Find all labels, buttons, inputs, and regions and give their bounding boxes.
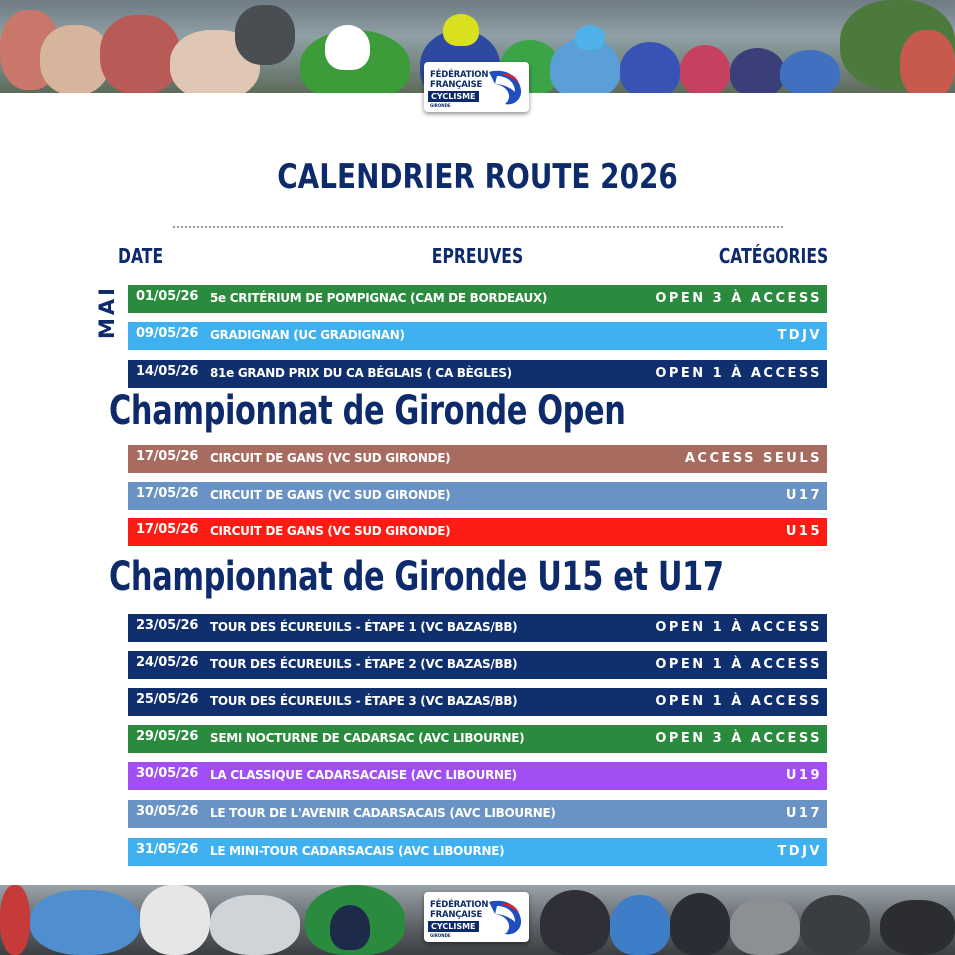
row-event: TOUR DES ÉCUREUILS - ÉTAPE 2 (VC BAZAS/BB) [210, 657, 518, 671]
row-category: OPEN 1 À ACCESS [655, 694, 822, 709]
ffc-logo [424, 62, 529, 112]
row-event: GRADIGNAN (UC GRADIGNAN) [210, 328, 405, 342]
row-date: 31/05/26 [136, 842, 199, 857]
logo-text-cyclisme: CYCLISME [428, 91, 479, 102]
row-category: OPEN 3 À ACCESS [655, 731, 822, 746]
logo-text-francaise: FRANÇAISE [430, 910, 483, 920]
row-date: 14/05/26 [136, 364, 199, 379]
calendar-row [128, 482, 827, 510]
month-label [80, 285, 119, 339]
calendar-row [128, 322, 827, 350]
calendar-row [128, 838, 827, 866]
month-label-text: MAI [95, 285, 119, 339]
calendar-row [128, 445, 827, 473]
row-event: CIRCUIT DE GANS (VC SUD GIRONDE) [210, 488, 451, 502]
row-category: U17 [785, 806, 822, 821]
calendar-row [128, 688, 827, 716]
row-date: 17/05/26 [136, 486, 199, 501]
row-event: CIRCUIT DE GANS (VC SUD GIRONDE) [210, 524, 451, 538]
ffc-emblem-icon [483, 896, 525, 938]
calendar-row [128, 614, 827, 642]
row-category: OPEN 1 À ACCESS [655, 366, 822, 381]
row-event: 5e CRITÉRIUM DE POMPIGNAC (CAM DE BORDEAUX) [210, 291, 548, 305]
calendar-row [128, 285, 827, 313]
row-date: 30/05/26 [136, 766, 199, 781]
ffc-emblem-icon [483, 66, 525, 108]
logo-text-federation: FÉDÉRATION [430, 900, 489, 910]
title-divider [173, 226, 783, 228]
row-event: SEMI NOCTURNE DE CADARSAC (AVC LIBOURNE) [210, 731, 525, 745]
row-date: 09/05/26 [136, 326, 199, 341]
row-category: U19 [785, 768, 822, 783]
logo-text-gironde: GIRONDE [430, 933, 451, 938]
ffc-logo-footer [424, 892, 529, 942]
row-date: 01/05/26 [136, 289, 199, 304]
row-event: 81e GRAND PRIX DU CA BÉGLAIS ( CA BÈGLES) [210, 366, 512, 380]
row-date: 23/05/26 [136, 618, 199, 633]
row-date: 25/05/26 [136, 692, 199, 707]
row-event: LA CLASSIQUE CADARSACAISE (AVC LIBOURNE) [210, 768, 517, 782]
calendar-row [128, 651, 827, 679]
row-event: LE TOUR DE L'AVENIR CADARSACAIS (AVC LIBOURNE) [210, 806, 556, 820]
row-category: OPEN 3 À ACCESS [655, 291, 822, 306]
logo-text-francaise: FRANÇAISE [430, 80, 483, 90]
calendar-row [128, 360, 827, 388]
row-date: 29/05/26 [136, 729, 199, 744]
row-category: TDJV [777, 844, 822, 859]
row-event: TOUR DES ÉCUREUILS - ÉTAPE 1 (VC BAZAS/BB) [210, 620, 518, 634]
column-header-date: DATE [118, 244, 164, 268]
section-heading-open: Championnat de Gironde Open [109, 388, 626, 434]
row-category: U17 [785, 488, 822, 503]
row-date: 30/05/26 [136, 804, 199, 819]
column-header-events: EPREUVES [431, 244, 524, 268]
column-header-categories: CATÉGORIES [718, 244, 828, 268]
row-date: 17/05/26 [136, 449, 199, 464]
row-category: OPEN 1 À ACCESS [655, 657, 822, 672]
row-date: 24/05/26 [136, 655, 199, 670]
page-title: CALENDRIER ROUTE 2026 [277, 157, 678, 197]
calendar-row [128, 800, 827, 828]
row-event: CIRCUIT DE GANS (VC SUD GIRONDE) [210, 451, 451, 465]
logo-text-gironde: GIRONDE [430, 103, 451, 108]
calendar-row [128, 518, 827, 546]
calendar-row [128, 725, 827, 753]
row-event: TOUR DES ÉCUREUILS - ÉTAPE 3 (VC BAZAS/BB) [210, 694, 518, 708]
logo-text-federation: FÉDÉRATION [430, 70, 489, 80]
logo-text-cyclisme: CYCLISME [428, 921, 479, 932]
row-category: TDJV [777, 328, 822, 343]
row-category: ACCESS SEULS [684, 451, 822, 466]
section-heading-u15-u17: Championnat de Gironde U15 et U17 [109, 554, 724, 600]
row-category: U15 [785, 524, 822, 539]
row-category: OPEN 1 À ACCESS [655, 620, 822, 635]
row-date: 17/05/26 [136, 522, 199, 537]
row-event: LE MINI-TOUR CADARSACAIS (AVC LIBOURNE) [210, 844, 505, 858]
calendar-row [128, 762, 827, 790]
